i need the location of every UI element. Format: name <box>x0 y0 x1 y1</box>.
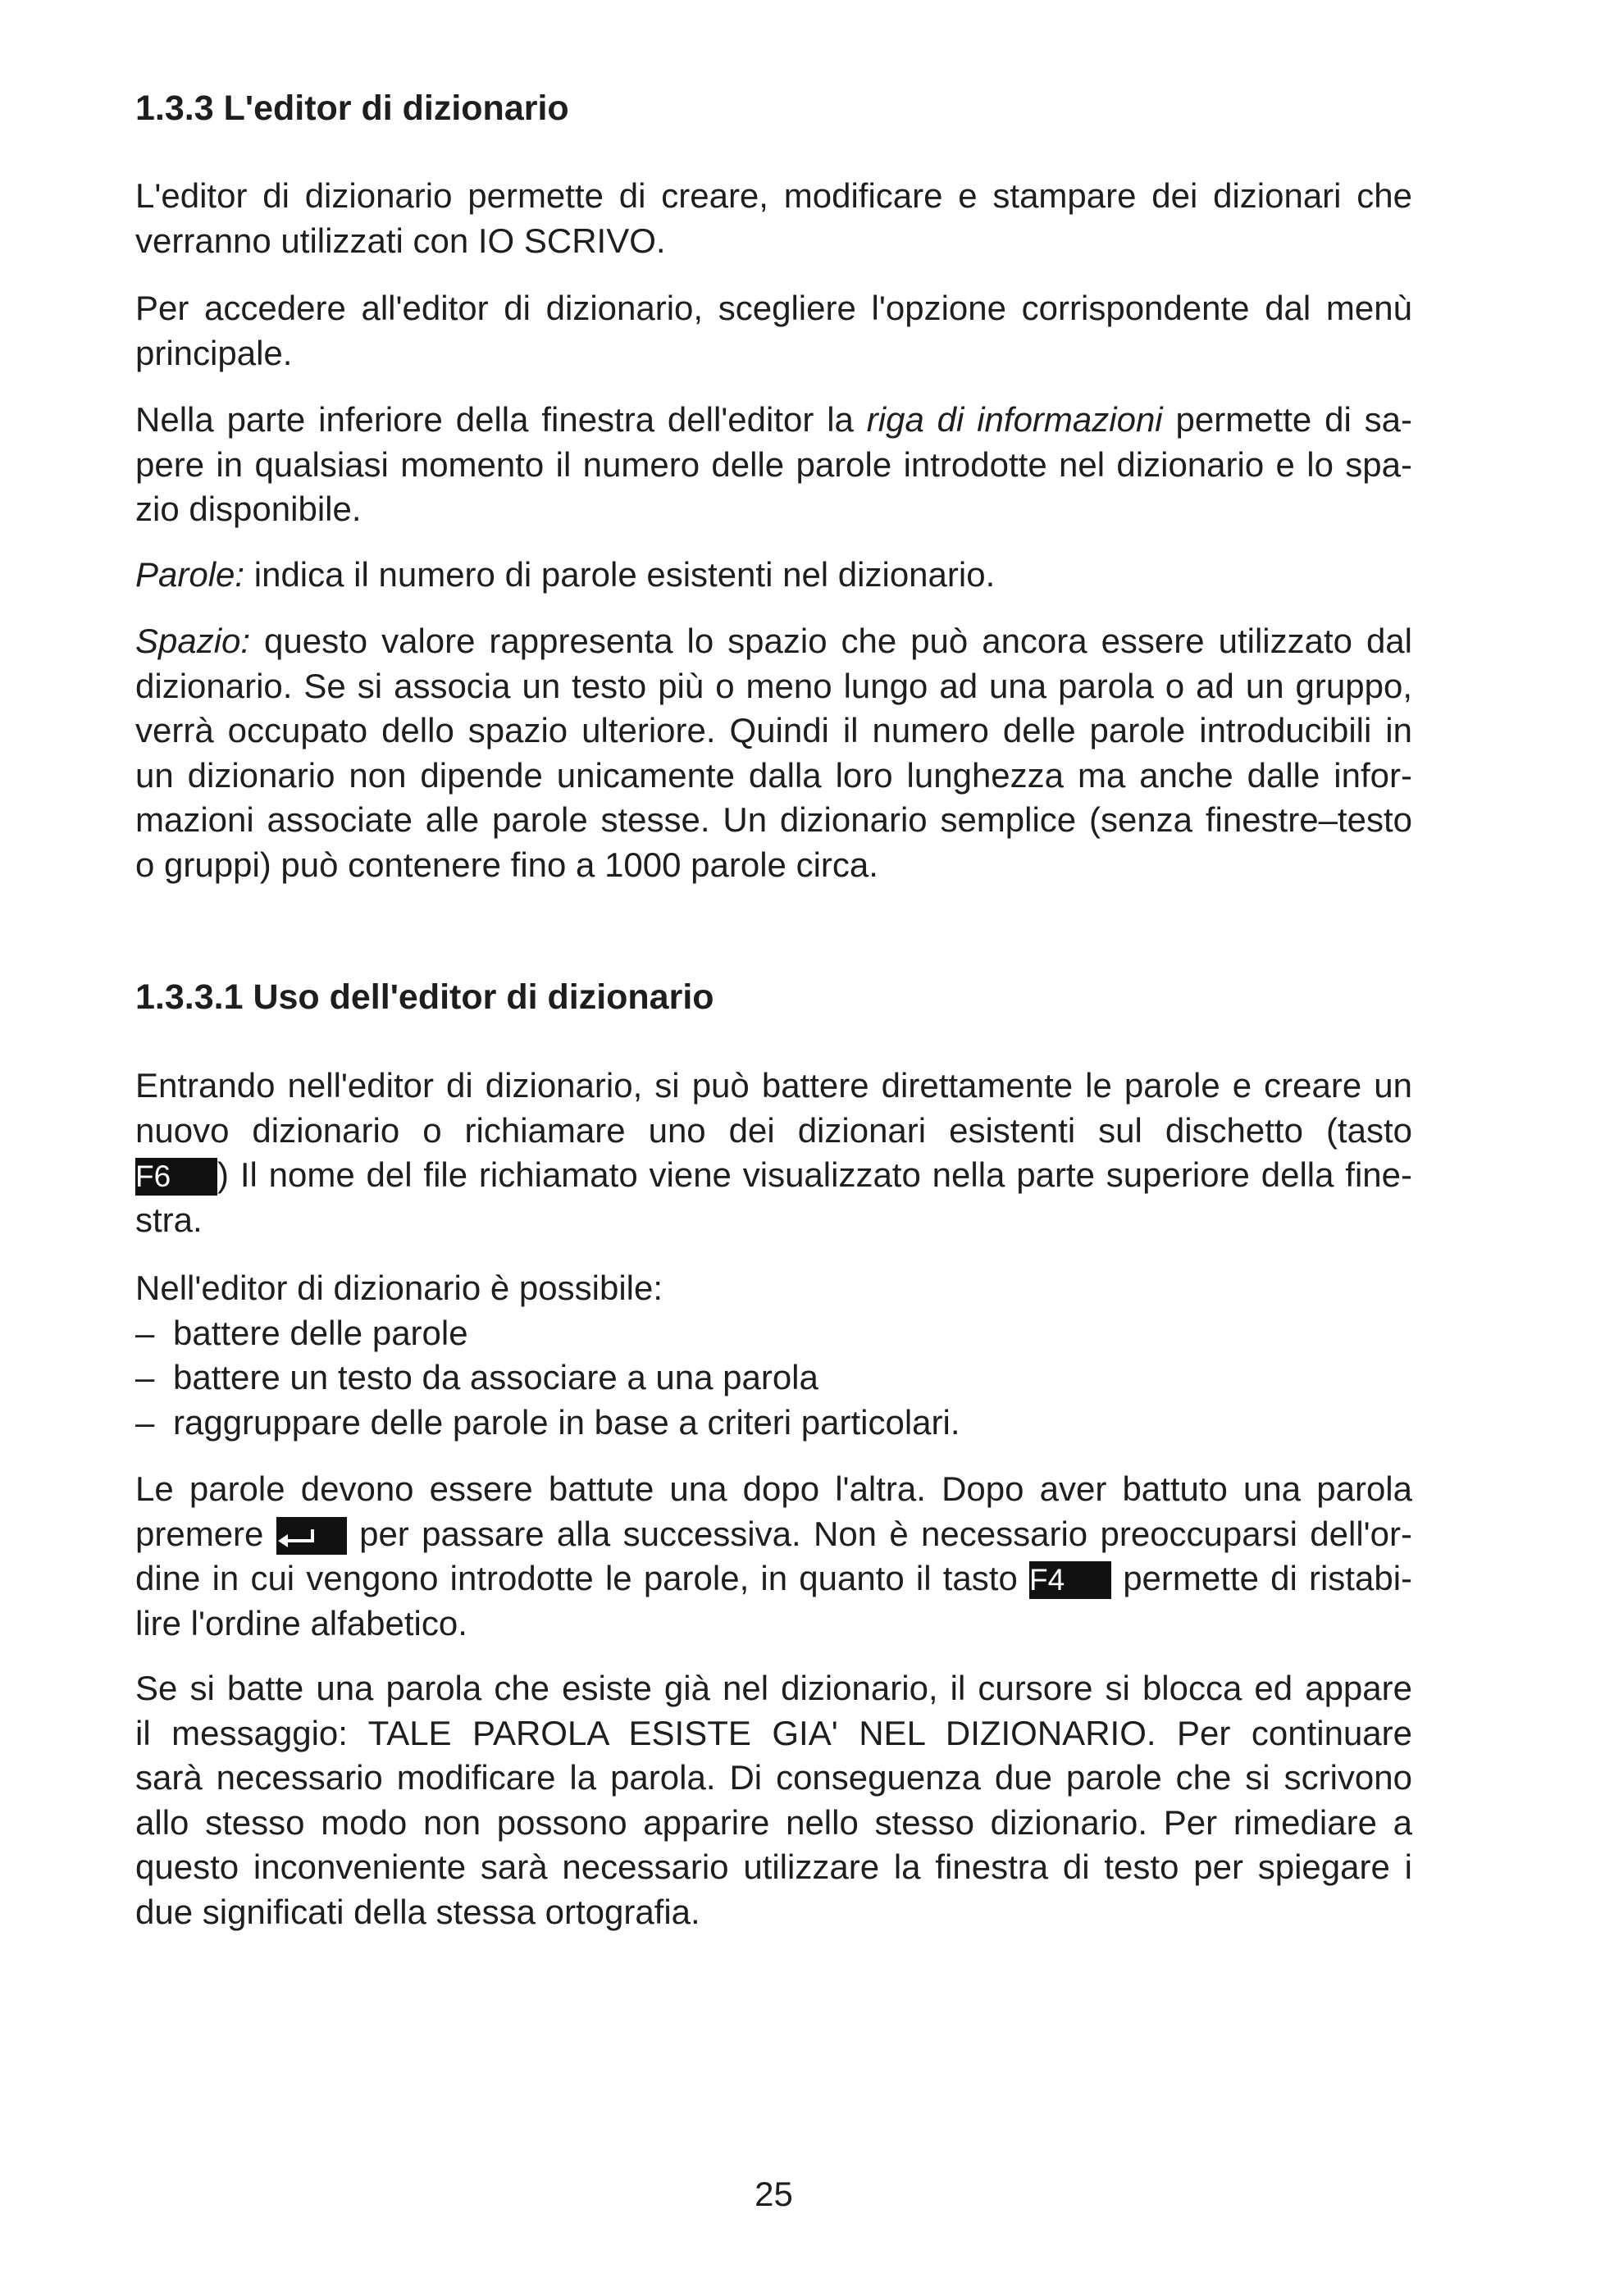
line-text: dine in cui vengono introdotte le parole, in quanto il tasto <box>135 1559 1018 1597</box>
duplicate-paragraph <box>135 1666 1412 1934</box>
list-item-text: battere delle parole <box>173 1313 468 1352</box>
subsection-heading: 1.3.3.1 Uso dell'editor di dizionario <box>135 977 714 1017</box>
text-line: mazioni associate alle parole stesse. Un dizionario semplice (senza finestre–testo <box>135 800 1412 839</box>
return-key-icon <box>276 1526 319 1549</box>
page-number: 25 <box>755 2175 793 2213</box>
text-line <box>135 1153 1412 1198</box>
text-line: stra. <box>135 1200 203 1239</box>
text-line <box>135 1556 1412 1601</box>
text-line: sarà necessario modificare la parola. Di conseguenza due parole che si scrivono <box>135 1758 1412 1797</box>
f4-key: F4 <box>1029 1561 1111 1599</box>
line-text: permette di sa- <box>1175 400 1412 439</box>
words-paragraph <box>135 553 1412 598</box>
text-line <box>135 1512 1412 1557</box>
text-line: due significati della stessa ortografia. <box>135 1892 700 1931</box>
text-line <box>135 398 1412 443</box>
text-line: verrà occupato dello spazio ulteriore. Quindi il numero delle parole introducibili in <box>135 711 1412 749</box>
list-item <box>135 1401 1412 1446</box>
line-text: per passare alla successiva. Non è necessario preoccuparsi dell'or- <box>359 1514 1413 1553</box>
possible-paragraph <box>135 1266 1412 1445</box>
line-text: ) Il nome del file richiamato viene visualizzato nella parte superiore della fine- <box>217 1155 1412 1194</box>
text-line: dizionario. Se si associa un testo più o meno lungo ad una parola o ad un gruppo, <box>135 666 1412 705</box>
text-line: allo stesso modo non possono apparire nello stesso dizionario. Per rimediare a <box>135 1802 1412 1842</box>
line-text: questo valore rappresenta lo spazio che può ancora essere utilizzato dal <box>264 622 1412 660</box>
line-text: permette di ristabi- <box>1123 1559 1413 1597</box>
text-line: nuovo dizionario o richiamare uno dei dizionari esistenti sul dischetto (tasto <box>135 1110 1412 1150</box>
text-line: questo inconveniente sarà necessario utilizzare la finestra di testo per spiegare i <box>135 1847 1412 1886</box>
line-text: indica il numero di parole esistenti nel dizionario. <box>253 555 996 594</box>
text-line: il messaggio: TALE PAROLA ESISTE GIA' NEL DIZIONARIO. Per continuare <box>135 1713 1412 1752</box>
list-item-text: battere un testo da associare a una parola <box>173 1358 818 1396</box>
line-text: Nella parte inferiore della finestra dell'editor la <box>135 400 854 439</box>
list-bullet: – <box>135 1358 155 1396</box>
text-line: Per accedere all'editor di dizionario, scegliere l'opzione corrispondente dal menù <box>135 289 1412 327</box>
text-line: L'editor di dizionario permette di creare, modificare e stampare dei dizionari che <box>135 176 1412 215</box>
italic-term: Spazio: <box>135 622 251 660</box>
text-line: zio disponibile. <box>135 490 362 528</box>
list-bullet: – <box>135 1313 155 1352</box>
info-row-paragraph <box>135 398 1412 532</box>
text-line: principale. <box>135 333 293 372</box>
line-text: premere <box>135 1514 264 1553</box>
space-paragraph <box>135 619 1412 887</box>
list-item <box>135 1311 1412 1356</box>
order-paragraph <box>135 1467 1412 1646</box>
text-line: un dizionario non dipende unicamente dalla loro lunghezza ma anche dalle infor- <box>135 755 1412 795</box>
entering-paragraph <box>135 1064 1412 1242</box>
text-line: Le parole devono essere battute una dopo l'altra. Dopo aver battuto una parola <box>135 1469 1412 1508</box>
intro-paragraph <box>135 174 1412 263</box>
text-line: o gruppi) può contenere fino a 1000 parole circa. <box>135 845 878 884</box>
list-item-text: raggruppare delle parole in base a criteri particolari. <box>173 1402 960 1442</box>
text-line: lire l'ordine alfabetico. <box>135 1603 467 1642</box>
text-line <box>135 553 1412 598</box>
section-heading: 1.3.3 L'editor di dizionario <box>135 89 569 128</box>
text-line: verranno utilizzati con IO SCRIVO. <box>135 221 666 260</box>
list-item <box>135 1355 1412 1401</box>
text-line <box>135 619 1412 664</box>
text-line: Nell'editor di dizionario è possibile: <box>135 1269 663 1307</box>
f6-key: F6 <box>135 1158 217 1196</box>
access-paragraph <box>135 286 1412 376</box>
text-line: Se si batte una parola che esiste già nel dizionario, il cursore si blocca ed appare <box>135 1669 1412 1707</box>
list-bullet: – <box>135 1402 155 1442</box>
italic-term: Parole: <box>135 555 245 594</box>
return-key <box>276 1517 347 1555</box>
text-line: Entrando nell'editor di dizionario, si può battere direttamente le parole e creare un <box>135 1066 1412 1105</box>
text-line: pere in qualsiasi momento il numero delle parole introdotte nel dizionario e lo spa- <box>135 444 1412 484</box>
italic-term: riga di informazioni <box>866 400 1163 439</box>
